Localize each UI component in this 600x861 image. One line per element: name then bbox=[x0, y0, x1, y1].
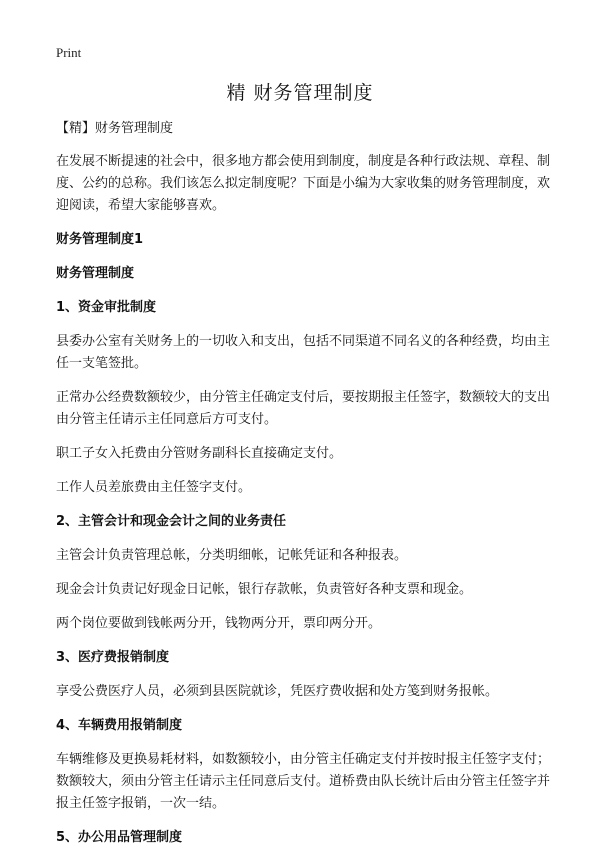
print-link[interactable]: Print bbox=[56, 45, 82, 60]
sub-heading: 财务管理制度 bbox=[56, 266, 135, 281]
section-1-paragraph: 正常办公经费数额较少，由分管主任确定支付后，要按期报主任签字，数额较大的支出由分管主任请示主任同意后方可支付。 bbox=[56, 390, 551, 427]
section-heading-2: 2、主管会计和现金会计之间的业务责任 bbox=[56, 514, 287, 529]
tag-line: 【精】财务管理制度 bbox=[56, 121, 174, 136]
section-heading-4: 4、车辆费用报销制度 bbox=[56, 718, 183, 733]
document-body bbox=[56, 118, 550, 861]
section-2-paragraph: 主管会计负责管理总帐，分类明细帐，记帐凭证和各种报表。 bbox=[56, 548, 408, 563]
section-2-paragraph: 两个岗位要做到钱帐两分开，钱物两分开，票印两分开。 bbox=[56, 616, 382, 631]
page-title: 精 财务管理制度 bbox=[226, 82, 374, 104]
section-1-paragraph: 县委办公室有关财务上的一切收入和支出，包括不同渠道不同名义的各种经费，均由主任一支笔签批。 bbox=[56, 334, 551, 371]
section-4-paragraph: 车辆维修及更换易耗材料，如数额较小，由分管主任确定支付并按时报主任签字支付；数额较大，须由分管主任请示主任同意后支付。道桥费由队长统计后由分管主任签字并报主任签字报销，一次一结。 bbox=[56, 752, 551, 811]
section-1-paragraph: 工作人员差旅费由主任签字支付。 bbox=[56, 480, 252, 495]
intro-paragraph: 在发展不断提速的社会中，很多地方都会使用到制度，制度是各种行政法规、章程、制度、公约的总称。我们该怎么拟定制度呢？下面是小编为大家收集的财务管理制度，欢迎阅读，希望大家能够喜欢。 bbox=[56, 154, 551, 213]
section-heading-3: 3、医疗费报销制度 bbox=[56, 650, 170, 665]
section-heading-1: 1、资金审批制度 bbox=[56, 300, 157, 315]
section-1-paragraph: 职工子女入托费由分管财务副科长直接确定支付。 bbox=[56, 446, 343, 461]
section-3-paragraph: 享受公费医疗人员，必须到县医院就诊，凭医疗费收据和处方笺到财务报帐。 bbox=[56, 684, 499, 699]
section-2-paragraph: 现金会计负责记好现金日记帐，银行存款帐，负责管好各种支票和现金。 bbox=[56, 582, 473, 597]
section-heading-5: 5、办公用品管理制度 bbox=[56, 830, 183, 845]
main-heading: 财务管理制度1 bbox=[56, 232, 144, 247]
